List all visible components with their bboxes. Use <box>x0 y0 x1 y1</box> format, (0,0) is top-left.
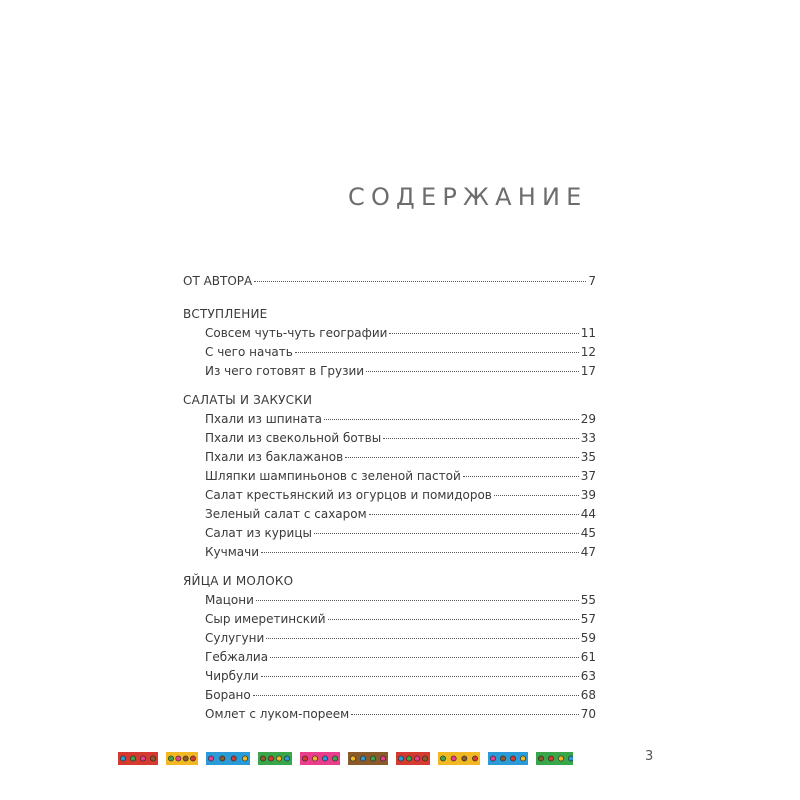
ornament-dot <box>520 756 525 761</box>
dot-leader <box>369 514 579 515</box>
toc-entry-label: Борано <box>205 688 251 702</box>
toc-entry-page: 61 <box>580 650 596 664</box>
ornament-dot <box>242 756 247 761</box>
toc-entry-label: Салат крестьянский из огурцов и помидоров <box>205 488 492 502</box>
toc-entry-page: 12 <box>580 345 596 359</box>
dot-leader <box>324 419 579 420</box>
dot-leader <box>389 333 578 334</box>
ornament-dot <box>150 756 155 761</box>
ornament-dot <box>176 756 181 761</box>
toc-entry-page: 47 <box>580 545 596 559</box>
toc-entry-label: Гебжалиа <box>205 650 269 664</box>
toc-entry-top <box>183 272 596 291</box>
ornament-dot <box>500 756 505 761</box>
toc-entry <box>183 410 596 429</box>
ornament-dot <box>276 756 281 761</box>
toc-entry <box>183 429 596 448</box>
ornament-dot <box>231 756 236 761</box>
toc-entry-label: Совсем чуть-чуть географии <box>205 326 388 340</box>
toc-entry-label: Пхали из свекольной ботвы <box>205 431 382 445</box>
toc-entry-label: ОТ АВТОРА <box>183 274 253 288</box>
ornament-dot <box>208 756 213 761</box>
ornament-dot <box>558 756 563 761</box>
toc-entry-label: Омлет с луком-пореем <box>205 707 350 721</box>
ornament-dot <box>451 756 456 761</box>
toc-entry-label: Кучмачи <box>205 545 260 559</box>
toc-entry-label: С чего начать <box>205 345 293 359</box>
toc-entry-page: 33 <box>580 431 596 445</box>
toc-entry-page: 55 <box>580 593 596 607</box>
ornament-dot <box>568 756 573 761</box>
ornament-dot <box>312 756 317 761</box>
toc-section <box>183 391 596 562</box>
toc-entry-label: Пхали из баклажанов <box>205 450 344 464</box>
ornament-dot <box>284 756 289 761</box>
ornament-dot <box>260 756 265 761</box>
ornament-dot <box>220 756 225 761</box>
toc-entry <box>183 610 596 629</box>
toc-entry-page: 70 <box>580 707 596 721</box>
toc-entry-label: Шляпки шампиньонов с зеленой пастой <box>205 469 461 483</box>
ornament-dot <box>302 756 307 761</box>
toc-entry <box>183 629 596 648</box>
toc-entry-page: 35 <box>580 450 596 464</box>
toc-entry <box>183 705 596 724</box>
ornament-dot <box>268 756 273 761</box>
ornament-dot <box>190 756 195 761</box>
toc-entry-label: Мацони <box>205 593 254 607</box>
dot-leader <box>261 676 579 677</box>
table-of-contents <box>183 272 596 724</box>
toc-entry-label: Сыр имеретинский <box>205 612 326 626</box>
dot-leader <box>256 600 579 601</box>
toc-entry <box>183 667 596 686</box>
toc-entry-page: 11 <box>580 326 596 340</box>
dot-leader <box>494 495 579 496</box>
ornament-dot <box>490 756 495 761</box>
dot-leader <box>270 657 579 658</box>
ornament-dot <box>168 756 173 761</box>
dot-leader <box>266 638 578 639</box>
page-title: СОДЕРЖАНИЕ <box>348 183 588 211</box>
toc-entry-page: 7 <box>588 274 596 288</box>
ornament-dot <box>380 756 385 761</box>
ornament-dot <box>440 756 445 761</box>
ornament-dot <box>510 756 515 761</box>
toc-entry <box>183 591 596 610</box>
dot-leader <box>463 476 579 477</box>
toc-entry <box>183 524 596 543</box>
toc-entry-page: 59 <box>580 631 596 645</box>
toc-entry <box>183 543 596 562</box>
toc-entry-page: 44 <box>580 507 596 521</box>
toc-section <box>183 305 596 381</box>
toc-entry <box>183 362 596 381</box>
toc-entry-page: 37 <box>580 469 596 483</box>
ornament-strip <box>118 750 573 764</box>
ornament-dot <box>140 756 145 761</box>
ornament-dot <box>462 756 467 761</box>
dot-leader <box>295 352 579 353</box>
ornament-dot <box>130 756 135 761</box>
toc-entry-label: Чирбули <box>205 669 259 683</box>
ornament-dot <box>183 756 188 761</box>
ornament-dot <box>360 756 365 761</box>
toc-entry-page: 63 <box>580 669 596 683</box>
toc-entry-label: Салат из курицы <box>205 526 312 540</box>
toc-section-heading: ЯЙЦА И МОЛОКО <box>183 574 294 588</box>
dot-leader <box>383 438 578 439</box>
ornament-dot <box>538 756 543 761</box>
decorative-ornament-icon <box>118 750 573 768</box>
toc-entry <box>183 467 596 486</box>
toc-entry-label: Сулугуни <box>205 631 265 645</box>
toc-entry-page: 29 <box>580 412 596 426</box>
page-number: 3 <box>645 749 654 764</box>
toc-section-heading: ВСТУПЛЕНИЕ <box>183 307 268 321</box>
toc-entry <box>183 505 596 524</box>
dot-leader <box>328 619 579 620</box>
ornament-dot <box>370 756 375 761</box>
toc-entry <box>183 324 596 343</box>
toc-entry-page: 39 <box>580 488 596 502</box>
ornament-dot <box>406 756 411 761</box>
ornament-dot <box>332 756 337 761</box>
dot-leader <box>253 695 579 696</box>
toc-entry-page: 68 <box>580 688 596 702</box>
toc-section <box>183 572 596 724</box>
ornament-dot <box>422 756 427 761</box>
toc-entry-label: Пхали из шпината <box>205 412 322 426</box>
dot-leader <box>261 552 579 553</box>
toc-entry <box>183 448 596 467</box>
toc-entry-page: 17 <box>580 364 596 378</box>
ornament-dot <box>350 756 355 761</box>
toc-entry-label: Зеленый салат с сахаром <box>205 507 367 521</box>
dot-leader <box>351 714 579 715</box>
ornament-dot <box>472 756 477 761</box>
toc-entry <box>183 486 596 505</box>
dot-leader <box>314 533 579 534</box>
toc-entry-page: 57 <box>580 612 596 626</box>
ornament-dot <box>548 756 553 761</box>
toc-entry-page: 45 <box>580 526 596 540</box>
toc-entry <box>183 686 596 705</box>
ornament-dot <box>398 756 403 761</box>
ornament-dot <box>414 756 419 761</box>
toc-entry <box>183 648 596 667</box>
dot-leader <box>345 457 579 458</box>
toc-entry-label: Из чего готовят в Грузии <box>205 364 365 378</box>
ornament-dot <box>322 756 327 761</box>
ornament-dot <box>120 756 125 761</box>
toc-section-heading: САЛАТЫ И ЗАКУСКИ <box>183 393 313 407</box>
dot-leader <box>254 281 586 282</box>
toc-entry <box>183 343 596 362</box>
dot-leader <box>366 371 579 372</box>
